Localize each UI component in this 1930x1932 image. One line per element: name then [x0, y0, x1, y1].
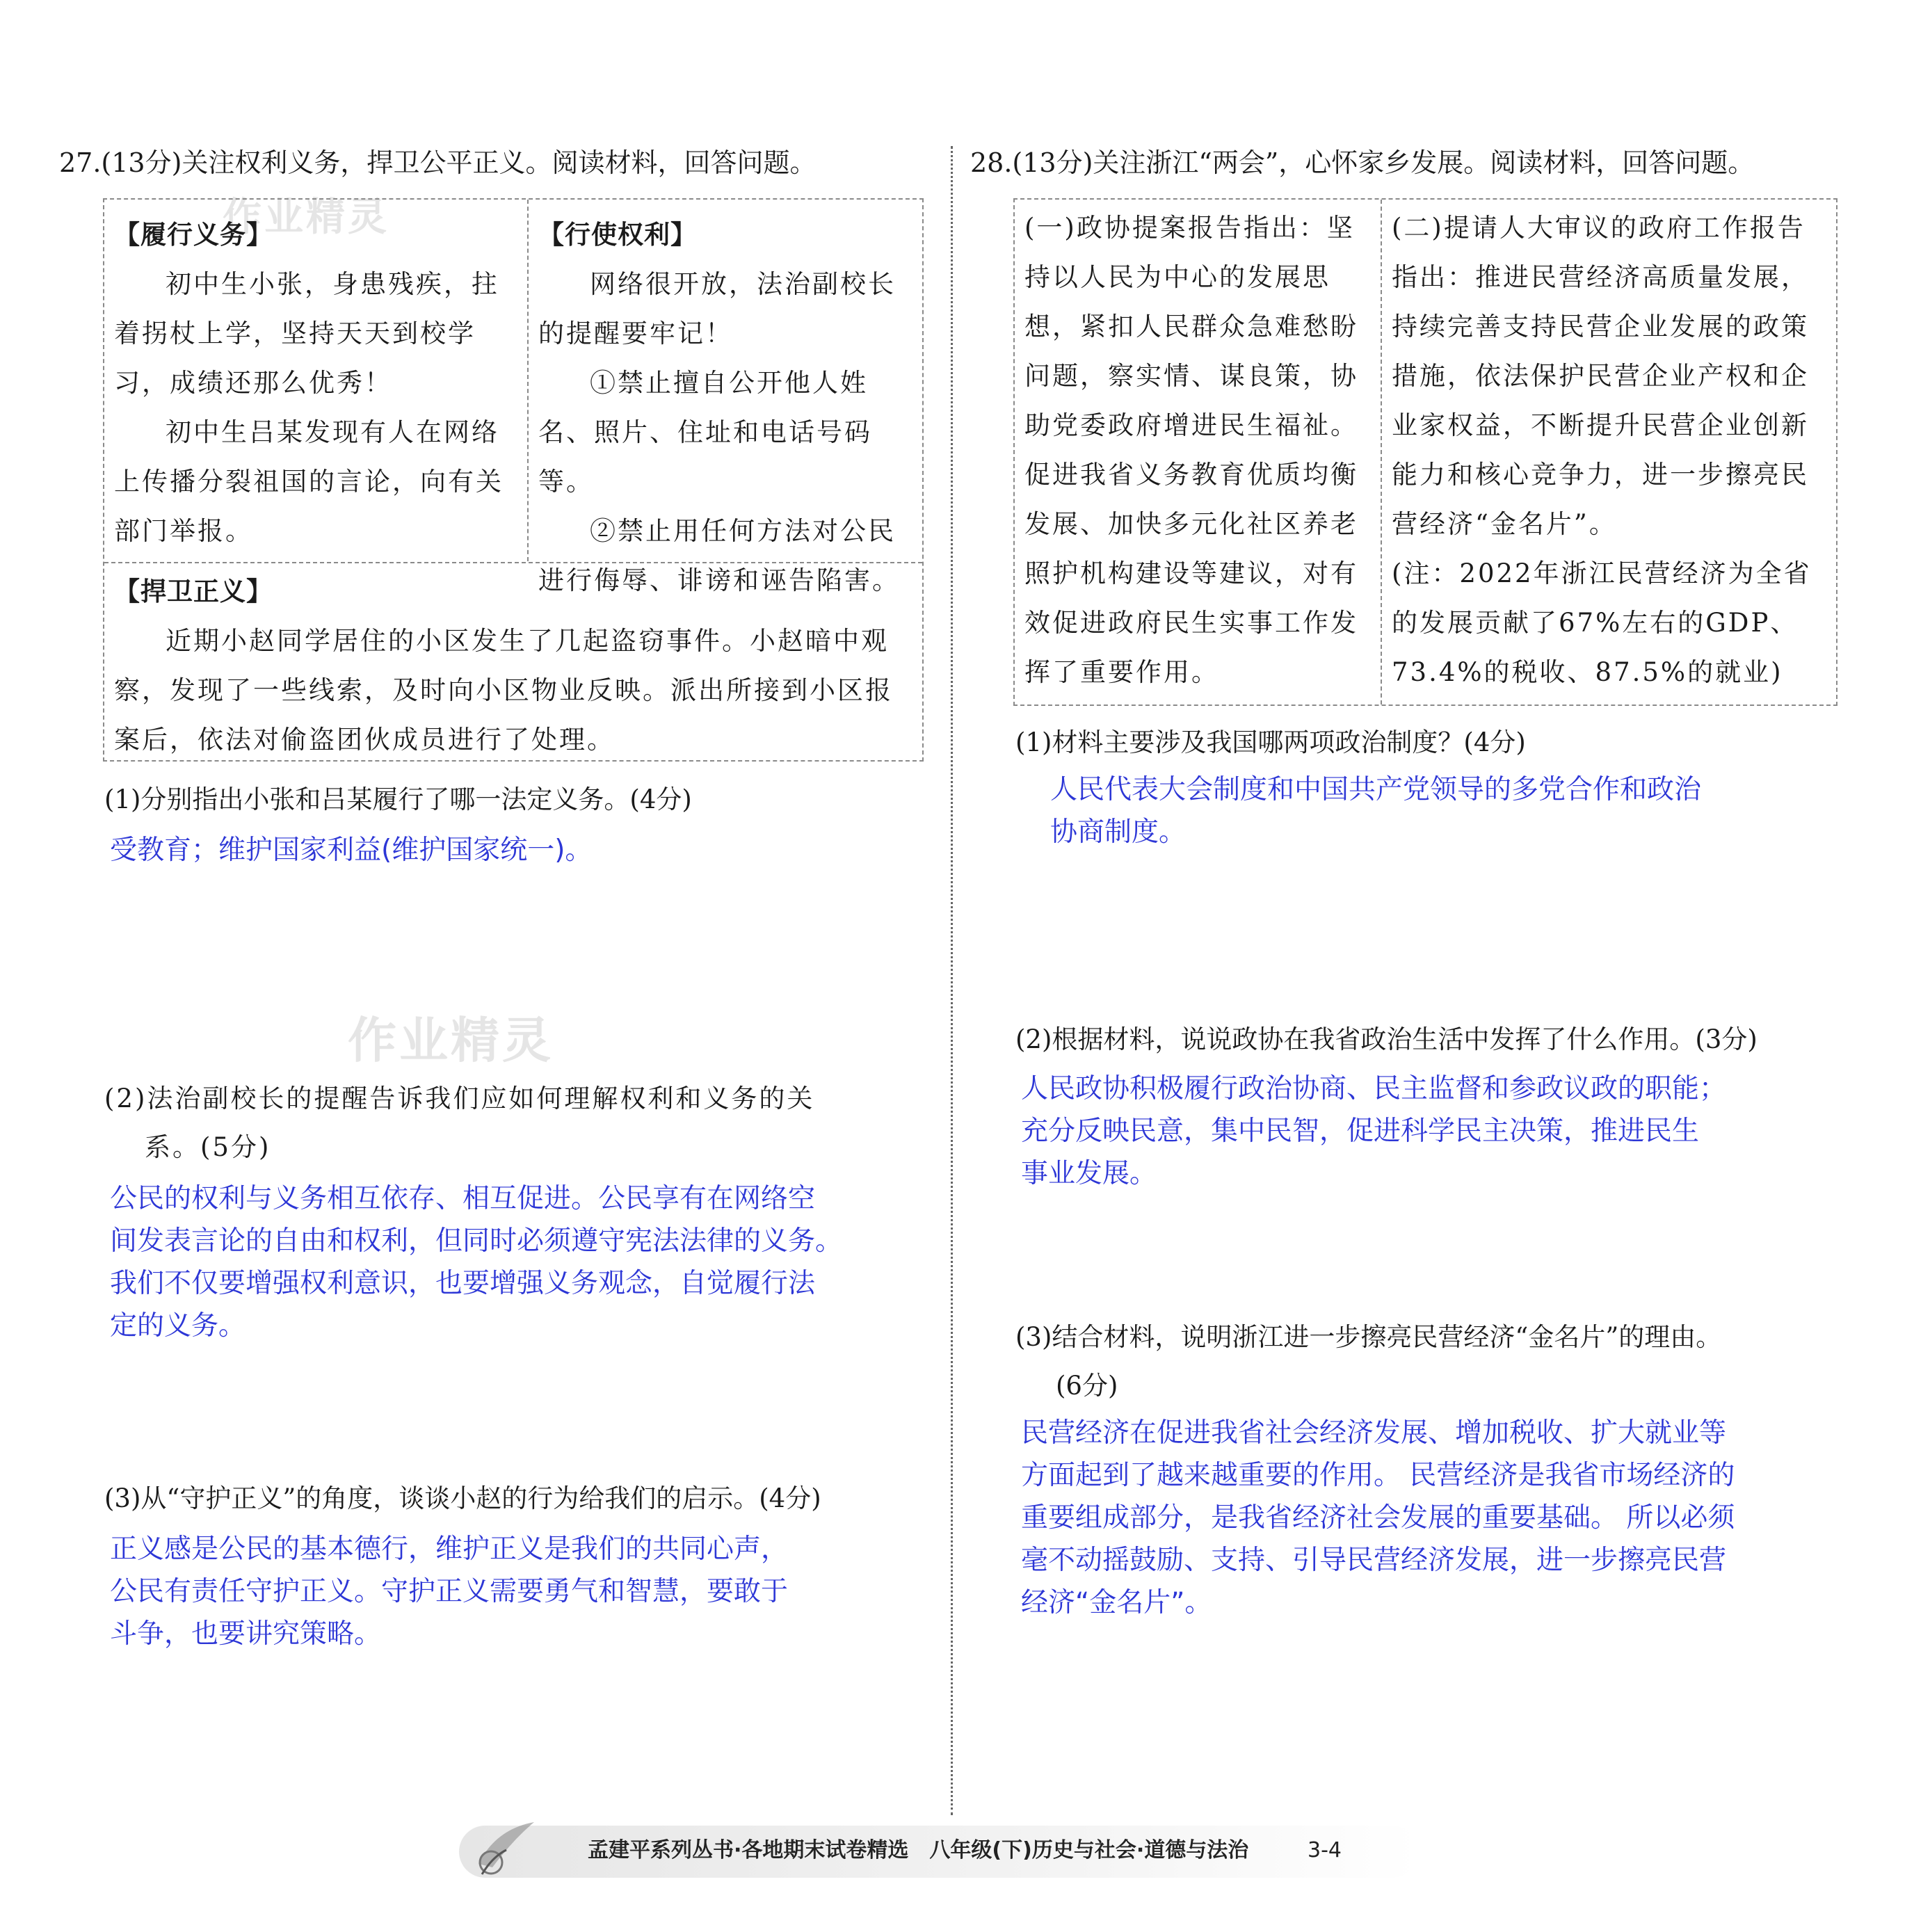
justice-tag: 【捍卫正义】 [114, 577, 273, 606]
answer-line: 定的义务。 [110, 1310, 246, 1342]
gov-report-note: (注：2022年浙江民营经济为全省的发展贡献了67%左右的GDP、73.4%的税收、87.5%的就业) [1392, 558, 1812, 687]
answer-line: 方面起到了越来越重要的作用。 民营经济是我省市场经济的 [1021, 1460, 1735, 1491]
q28-heading: 28.(13分)关注浙江“两会”，心怀家乡发展。阅读材料，回答问题。 [970, 147, 1755, 178]
cppcc-report-panel [1015, 203, 1381, 697]
duty-panel [104, 210, 527, 556]
q28-sub1-question: (1)材料主要涉及我国哪两项政治制度？(4分) [1015, 727, 1526, 757]
gov-report-text: (二)提请人大审议的政府工作报告指出：推进民营经济高质量发展，持续完善支持民营企业发展的政策措施，依法保护民营企业产权和企业家权益，不断提升民营企业创新能力和核心竞争力，进一步擦亮民营经济“金名片”。 [1392, 213, 1809, 539]
answer-line: 间发表言论的自由和权利，但同时必须遵守宪法法律的义务。 [110, 1225, 843, 1257]
justice-panel [104, 567, 922, 764]
answer-line: 毫不动摇鼓励、支持、引导民营经济发展，进一步擦亮民营 [1021, 1545, 1727, 1576]
duty-text-1: 初中生小张，身患残疾，拄着拐杖上学，坚持天天到校学习，成绩还那么优秀！ [114, 269, 499, 398]
watermark-middle: 作业精灵 [348, 1012, 554, 1069]
quill-logo-icon [465, 1808, 541, 1885]
q27-sub1-answer: 受教育；维护国家利益(维护国家统一)。 [110, 835, 593, 866]
q27-heading: 27.(13分)关注权利义务，捍卫公平正义。阅读材料，回答问题。 [59, 147, 817, 178]
answer-line: 正义感是公民的基本德行，维护正义是我们的共同心声， [110, 1533, 789, 1565]
answer-line: 民营经济在促进我省社会经济发展、增加税收、扩大就业等 [1021, 1417, 1727, 1449]
answer-line: 事业发展。 [1021, 1158, 1157, 1189]
answer-line: 斗争，也要讲究策略。 [110, 1618, 382, 1650]
column-divider [951, 146, 953, 1815]
answer-line: 我们不仅要增强权利意识，也要增强义务观念，自觉履行法 [110, 1268, 816, 1299]
q28-sub2-answer [1021, 1068, 1726, 1195]
answer-line: 公民的权利与义务相互依存、相互促进。公民享有在网络空 [110, 1183, 816, 1214]
q28-sub1-answer [1050, 768, 1701, 853]
justice-text: 近期小赵同学居住的小区发生了几起盗窃事件。小赵暗中观察，发现了一些线索，及时向小区物业反映。派出所接到小区报案后，依法对偷盗团伙成员进行了处理。 [114, 626, 893, 755]
answer-line: 充分反映民意，集中民智，促进科学民主决策，推进民生 [1021, 1116, 1700, 1147]
rights-text-3: ②禁止用任何方法对公民进行侮辱、诽谤和诬告陷害。 [538, 516, 900, 595]
answer-line: 重要组成部分，是我省经济社会发展的重要基础。 所以必须 [1021, 1502, 1735, 1533]
footer-series-title: 孟建平系列丛书·各地期末试卷精选 八年级(下)历史与社会·道德与法治 [588, 1838, 1249, 1862]
q28-sub3-answer [1021, 1412, 1735, 1624]
page-number: 3-4 [1308, 1838, 1342, 1862]
q27-sub2-line1: (2)法治副校长的提醒告诉我们应如何理解权利和义务的关 [104, 1084, 815, 1113]
gov-report-panel [1382, 203, 1836, 697]
q27-sub1-question: (1)分别指出小张和吕某履行了哪一法定义务。(4分) [104, 784, 692, 814]
watermark-top: 作业精灵 [223, 195, 389, 240]
answer-line: 人民代表大会制度和中国共产党领导的多党合作和政治 [1050, 774, 1702, 805]
answer-line: 公民有责任守护正义。守护正义需要勇气和智慧，要敢于 [110, 1576, 789, 1607]
cppcc-report-text: (一)政协提案报告指出：坚持以人民为中心的发展思想，紧扣人民群众急难愁盼问题，察实情、谋良策，协助党委政府增进民生福祉。促进我省义务教育优质均衡发展、加快多元化社区养老照护机构建设等建议，对有效促进政府民生实事工作发挥了重要作用。 [1024, 213, 1358, 687]
answer-line: 协商制度。 [1050, 816, 1187, 848]
rights-tag: 【行使权利】 [538, 220, 697, 250]
q28-sub3-question [1015, 1313, 1906, 1410]
duty-tag: 【履行义务】 [114, 220, 273, 250]
rights-text-2: ①禁止擅自公开他人姓名、照片、住址和电话号码等。 [538, 368, 872, 497]
answer-line: 人民政协积极履行政治协商、民主监督和参政议政的职能； [1021, 1073, 1727, 1104]
q27-sub2-question [104, 1074, 932, 1172]
duty-text-2: 初中生吕某发现有人在网络上传播分裂祖国的言论，向有关部门举报。 [114, 417, 504, 546]
q27-sub3-question: (3)从“守护正义”的角度，谈谈小赵的行为给我们的启示。(4分) [104, 1483, 821, 1513]
q28-sub3-line1: (3)结合材料，说明浙江进一步擦亮民营经济“金名片”的理由。 [1015, 1322, 1722, 1352]
rights-panel [529, 210, 922, 605]
q27-sub3-answer [110, 1528, 788, 1655]
q28-sub3-line2: (6分) [1056, 1371, 1118, 1401]
q28-sub2-question: (2)根据材料，说说政协在我省政治生活中发挥了什么作用。(3分) [1015, 1024, 1758, 1054]
q27-sub2-answer [110, 1177, 842, 1347]
rights-text-1: 网络很开放，法治副校长的提醒要牢记！ [538, 269, 896, 348]
answer-line: 经济“金名片”。 [1021, 1587, 1212, 1618]
q27-sub2-line2: 系。(5分) [145, 1132, 271, 1162]
